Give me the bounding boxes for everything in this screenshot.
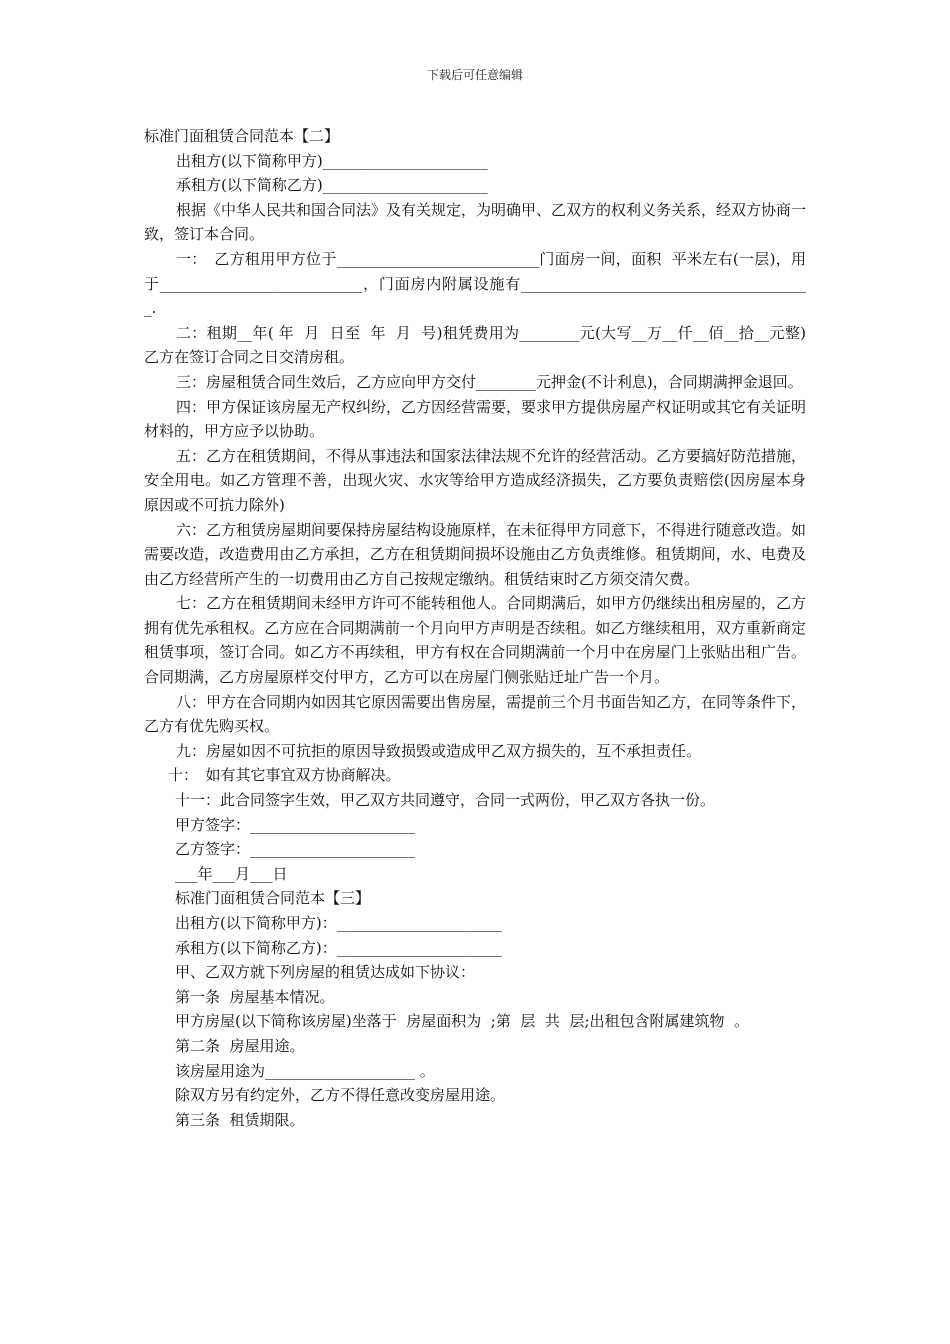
date-line: ___年___月___日: [175, 864, 288, 883]
lessee-line: 承租方(以下简称乙方)：______________________: [175, 938, 502, 957]
clause-3: 三：房屋租赁合同生效后，乙方应向甲方交付________元押金(不计利息)，合同期满押金退回。: [176, 372, 803, 391]
article-2-text: 该房屋用途为____________________ 。: [175, 1061, 435, 1080]
section-title: 标准门面租赁合同范本【二】: [144, 127, 340, 145]
agreement-intro: 甲、乙双方就下列房屋的租赁达成如下协议：: [175, 963, 476, 982]
article-1-title: 第一条 房屋基本情况。: [175, 987, 335, 1006]
clause-7: 七：乙方在租赁期间未经甲方许可不能转租他人。合同期满后，如甲方仍继续出租房屋的，乙方拥有优先承租权。乙方应在合同期满前一个月向甲方声明是否续租。如乙方继续租用，双方重新商定租赁事项，签订合同。如乙方不再续租，甲方有权在合同期满前一个月中在房屋门上张贴出租广告。合同期满，乙方房屋原样交付甲方，乙方可以在房屋门侧张贴迁址广告一个月。: [144, 594, 807, 687]
clause-10: 十： 如有其它事宜双方协商解决。: [168, 766, 401, 785]
party-a-signature: 甲方签字：______________________: [175, 815, 416, 834]
preamble: 根据《中华人民共和国合同法》及有关规定，为明确甲、乙双方的权利义务关系，经双方协商一致，签订本合同。: [144, 200, 807, 244]
clause-4: 四：甲方保证该房屋无产权纠纷，乙方因经营需要，要求甲方提供房屋产权证明或其它有关证明材料的，甲方应予以协助。: [144, 397, 807, 441]
page-header: 下载后可任意编辑: [426, 68, 523, 82]
party-b-signature: 乙方签字：______________________: [175, 840, 416, 859]
clause-6: 六：乙方租赁房屋期间要保持房屋结构设施原样，在未征得甲方同意下，不得进行随意改造。如需要改造，改造费用由乙方承担，乙方在租赁期间损坏设施由乙方负责维修。租赁期间，水、电费及由乙方经营所产生的一切费用由乙方自己按规定缴纳。租赁结束时乙方须交清欠费。: [144, 520, 807, 588]
contract-body: [144, 124, 806, 1132]
article-2-text: 除双方另有约定外，乙方不得任意改变房屋用途。: [175, 1086, 506, 1105]
clause-11: 十一：此合同签字生效，甲乙双方共同遵守，合同一式两份，甲乙双方各执一份。: [175, 791, 716, 810]
article-2-title: 第二条 房屋用途。: [175, 1036, 305, 1055]
clause-9: 九：房屋如因不可抗拒的原因导致损毁或造成甲乙双方损失的，互不承担责任。: [176, 741, 702, 760]
clause-5: 五：乙方在租赁期间，不得从事违法和国家法律法规不允许的经营活动。乙方要搞好防范措施，安全用电。如乙方管理不善，出现火灾、水灾等给甲方造成经济损失，乙方要负责赔偿(因房屋本身原因或不可抗力除外): [144, 446, 807, 514]
section-title: 标准门面租赁合同范本【三】: [175, 889, 371, 908]
article-3-title: 第三条 租赁期限。: [175, 1110, 305, 1129]
clause-2: 二：租期__年( 年 月 日至 年 月 号)租凭费用为________元(大写__万__仟__佰__拾__元整)乙方在签订合同之日交清房租。: [144, 323, 806, 367]
clause-8: 八：甲方在合同期内如因其它原因需要出售房屋，需提前三个月书面告知乙方，在同等条件下，乙方有优先购买权。: [144, 692, 807, 736]
article-1-text: 甲方房屋(以下简称该房屋)坐落于 房屋面积为 ;第 层 共 层;出租包含附属建筑物 。: [175, 1012, 750, 1031]
lessor-line: 出租方(以下简称甲方)______________________: [176, 151, 488, 170]
lessor-line: 出租方(以下简称甲方)：______________________: [175, 914, 502, 932]
lessee-line: 承租方(以下简称乙方)______________________: [176, 176, 488, 195]
clause-1: 一： 乙方租用甲方位于___________________________门面房一间，面积 平米左右(一层)，用于___________________________，门面房内附属设施有_______________________________________.: [144, 249, 806, 318]
